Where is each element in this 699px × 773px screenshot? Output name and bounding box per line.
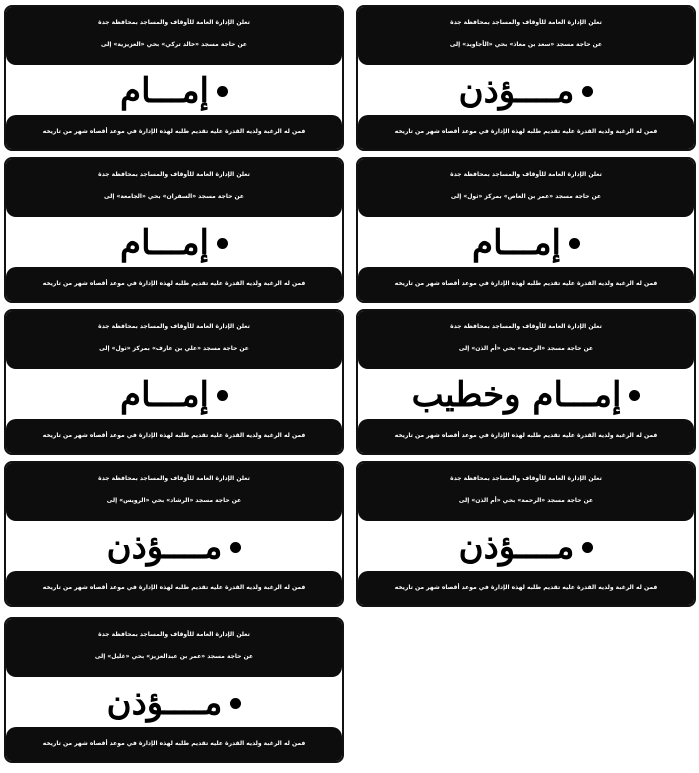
announcement-header (358, 7, 694, 65)
announcement-card (4, 5, 344, 151)
bullet-icon (230, 698, 241, 709)
announcement-line2: عن حاجة مسجد «عمر بن عبدالعزيز» بحي «غليل» إلى (94, 653, 254, 660)
bullet-icon (582, 86, 593, 97)
announcement-line2: عن حاجة مسجد «الرشاد» بحي «الرويس» إلى (106, 497, 242, 504)
announcement-footer: فمن له الرغبة ولديه القدرة عليه تقديم طلبه لهذه الإدارة في موعد أقصاه شهر من تاريخه (6, 267, 342, 301)
announcement-footer: فمن له الرغبة ولديه القدرة عليه تقديم طلبه لهذه الإدارة في موعد أقصاه شهر من تاريخه (6, 571, 342, 605)
job-role: إمـــام وخطيب (411, 375, 622, 415)
announcement-header (358, 463, 694, 521)
announcement-header (6, 619, 342, 677)
bullet-icon (217, 390, 228, 401)
announcement-line1: تعلن الإدارة العامة للأوقاف والمساجد بمحافظة جدة (450, 19, 602, 26)
announcement-line2: عن حاجة مسجد «الرحمة» بحي «أم الذن» إلى (458, 345, 594, 352)
announcement-card (356, 461, 696, 607)
announcement-line1: تعلن الإدارة العامة للأوقاف والمساجد بمحافظة جدة (98, 171, 250, 178)
announcement-line1: تعلن الإدارة العامة للأوقاف والمساجد بمحافظة جدة (98, 475, 250, 482)
announcement-body (6, 369, 342, 421)
announcement-header (6, 159, 342, 217)
announcement-footer: فمن له الرغبة ولديه القدرة عليه تقديم طلبه لهذه الإدارة في موعد أقصاه شهر من تاريخه (358, 267, 694, 301)
announcement-line2: عن حاجة مسجد «علي بن عارف» بمركز «ثول» إلى (99, 345, 249, 352)
bullet-icon (569, 238, 580, 249)
announcement-header (6, 463, 342, 521)
announcement-line1: تعلن الإدارة العامة للأوقاف والمساجد بمحافظة جدة (450, 323, 602, 330)
announcement-body (6, 217, 342, 269)
bullet-icon (629, 390, 640, 401)
announcement-line1: تعلن الإدارة العامة للأوقاف والمساجد بمحافظة جدة (98, 323, 250, 330)
announcement-body (6, 521, 342, 573)
announcement-footer: فمن له الرغبة ولديه القدرة عليه تقديم طلبه لهذه الإدارة في موعد أقصاه شهر من تاريخه (358, 571, 694, 605)
announcement-card (356, 309, 696, 455)
announcement-body (358, 65, 694, 117)
bullet-icon (217, 86, 228, 97)
announcement-card (4, 157, 344, 303)
job-role: مــــؤذن (106, 683, 223, 723)
announcement-card (356, 5, 696, 151)
announcement-header (6, 311, 342, 369)
announcement-header (6, 7, 342, 65)
job-role: مــــؤذن (458, 71, 575, 111)
job-role: مــــؤذن (106, 527, 223, 567)
job-role: إمـــام (472, 223, 561, 263)
announcement-line1: تعلن الإدارة العامة للأوقاف والمساجد بمحافظة جدة (450, 475, 602, 482)
announcement-body (6, 677, 342, 729)
announcement-footer: فمن له الرغبة ولديه القدرة عليه تقديم طلبه لهذه الإدارة في موعد أقصاه شهر من تاريخه (6, 115, 342, 149)
announcement-line1: تعلن الإدارة العامة للأوقاف والمساجد بمحافظة جدة (98, 631, 250, 638)
announcement-card (4, 309, 344, 455)
announcement-line2: عن حاجة مسجد «خالد تركي» بحي «العزيزية» إلى (101, 41, 247, 48)
job-role: إمـــام (120, 375, 209, 415)
announcement-line2: عن حاجة مسجد «الرحمة» بحي «أم الذن» إلى (458, 497, 594, 504)
announcement-body (6, 65, 342, 117)
job-role: إمـــام (120, 71, 209, 111)
announcement-line2: عن حاجة مسجد «سعد بن معاذ» بحي «الأجاويد» إلى (449, 41, 603, 48)
bullet-icon (230, 542, 241, 553)
announcement-header (358, 311, 694, 369)
bullet-icon (582, 542, 593, 553)
announcement-card (4, 617, 344, 763)
bullet-icon (217, 238, 228, 249)
announcement-body (358, 369, 694, 421)
announcement-card (356, 157, 696, 303)
announcement-line2: عن حاجة مسجد «السفران» بحي «الجامعة» إلى (104, 193, 244, 200)
announcement-card (4, 461, 344, 607)
announcement-footer: فمن له الرغبة ولديه القدرة عليه تقديم طلبه لهذه الإدارة في موعد أقصاه شهر من تاريخه (358, 115, 694, 149)
announcement-line1: تعلن الإدارة العامة للأوقاف والمساجد بمحافظة جدة (98, 19, 250, 26)
job-role: مــــؤذن (458, 527, 575, 567)
announcement-body (358, 521, 694, 573)
announcement-footer: فمن له الرغبة ولديه القدرة عليه تقديم طلبه لهذه الإدارة في موعد أقصاه شهر من تاريخه (358, 419, 694, 453)
job-role: إمـــام (120, 223, 209, 263)
announcement-footer: فمن له الرغبة ولديه القدرة عليه تقديم طلبه لهذه الإدارة في موعد أقصاه شهر من تاريخه (6, 727, 342, 761)
announcement-body (358, 217, 694, 269)
announcement-footer: فمن له الرغبة ولديه القدرة عليه تقديم طلبه لهذه الإدارة في موعد أقصاه شهر من تاريخه (6, 419, 342, 453)
announcement-header (358, 159, 694, 217)
announcement-line2: عن حاجة مسجد «عمر بن العاص» بمركز «ثول» إلى (450, 193, 602, 200)
announcement-line1: تعلن الإدارة العامة للأوقاف والمساجد بمحافظة جدة (450, 171, 602, 178)
